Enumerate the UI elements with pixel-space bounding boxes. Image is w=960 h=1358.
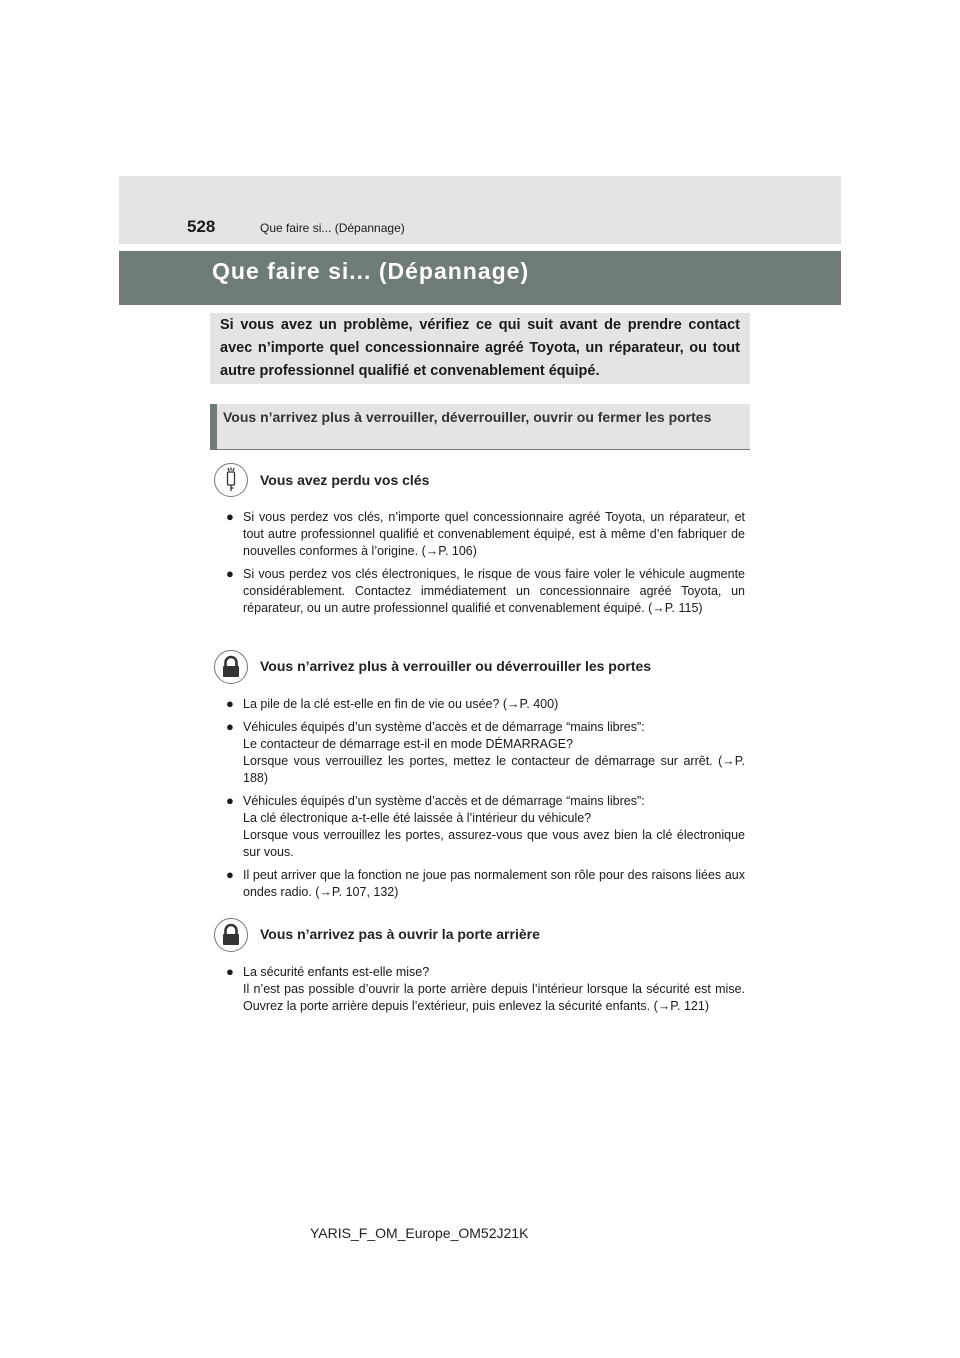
intro-text: Si vous avez un problème, vérifiez ce qui suit avant de prendre contact avec n’importe quel concessionnaire agréé Toyota, un réparateur, ou tout autre professionnel qualifié et convenablement équipé. xyxy=(220,317,740,379)
padlock-icon xyxy=(214,918,248,952)
list-item: Il peut arriver que la fonction ne joue pas normalement son rôle pour des raisons liées aux ondes radio. (→P. 107, 132) xyxy=(243,868,745,899)
bullet-dot: ● xyxy=(226,964,234,979)
padlock-icon xyxy=(214,650,248,684)
running-title: Que faire si... (Dépannage) xyxy=(260,221,405,235)
list-item: La sécurité enfants est-elle mise? Il n’est pas possible d’ouvrir la porte arrière depuis l’intérieur lorsque la sécurité est mise. Ouvrez la porte arrière depuis l’extérieur, puis enlevez la sécurité enfants. (→P. 121) xyxy=(243,965,745,1013)
bullet-dot: ● xyxy=(226,867,234,882)
list-item: Si vous perdez vos clés électroniques, le risque de vous faire voler le véhicule augmente considérablement. Contactez immédiatement un concessionnaire agréé Toyota, un réparateur, ou un autre professionnel qualifié et convenablement équipé. (→P. 115) xyxy=(243,567,745,615)
page-number: 528 xyxy=(187,217,216,236)
list-item: La pile de la clé est-elle en fin de vie ou usée? (→P. 400) xyxy=(243,697,559,711)
list-item: Si vous perdez vos clés, n’importe quel concessionnaire agréé Toyota, un réparateur, et tout autre professionnel qualifié et convenablement équipé, est à même d’en fabriquer de nouvelles conformes à l’origine. (→P. 106) xyxy=(243,510,745,558)
chapter-title: Que faire si... (Dépannage) xyxy=(212,258,530,284)
bullet-dot: ● xyxy=(226,509,234,524)
bullet-dot: ● xyxy=(226,719,234,734)
bullet-dot: ● xyxy=(226,566,234,581)
section-title: Vous n’arrivez plus à verrouiller, déverrouiller, ouvrir ou fermer les portes xyxy=(223,409,712,425)
subsection-title: Vous n’arrivez pas à ouvrir la porte arrière xyxy=(260,926,540,942)
list-item: Véhicules équipés d’un système d’accès et de démarrage “mains libres”: Le contacteur de démarrage est-il en mode DÉMARRAGE? Lorsque vous verrouillez les portes, mettez le contacteur de démarrage sur arrêt. (→P. 188) xyxy=(243,720,745,785)
header-band xyxy=(119,176,841,244)
bullet-dot: ● xyxy=(226,696,234,711)
subsection-title: Vous avez perdu vos clés xyxy=(260,472,430,488)
footer-document-code: YARIS_F_OM_Europe_OM52J21K xyxy=(310,1225,529,1241)
list-item: Véhicules équipés d’un système d’accès et de démarrage “mains libres”: La clé électronique a-t-elle été laissée à l’intérieur du véhicule? Lorsque vous verrouillez les portes, assurez-vous que vous avez bien la clé électronique sur vous. xyxy=(243,794,745,859)
key-icon xyxy=(214,463,248,497)
section-accent xyxy=(210,404,217,449)
subsection-title: Vous n’arrivez plus à verrouiller ou déverrouiller les portes xyxy=(260,658,652,674)
bullet-dot: ● xyxy=(226,793,234,808)
